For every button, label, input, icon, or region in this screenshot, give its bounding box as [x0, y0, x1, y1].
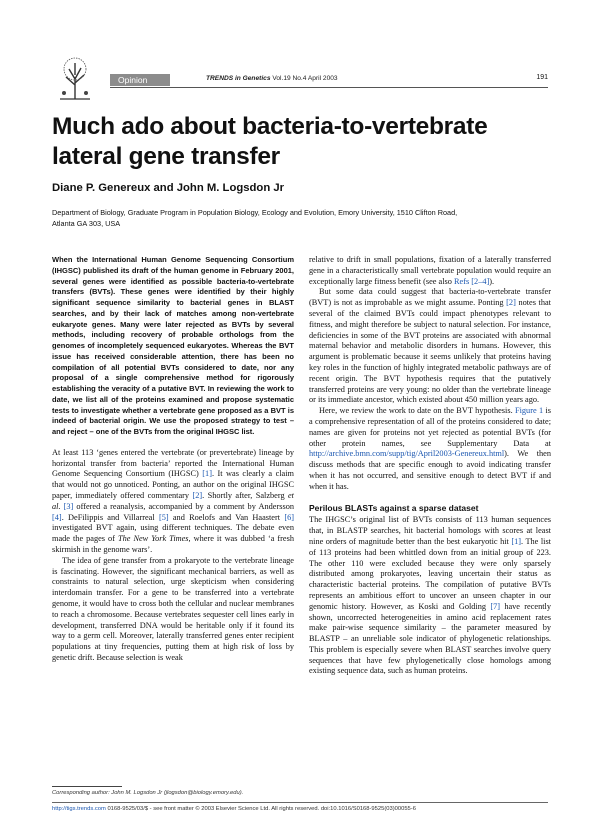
journal-issue: Vol.19 No.4 April 2003 — [272, 75, 338, 82]
affiliation-line-2: Atlanta GA 303, USA — [52, 219, 121, 228]
article-title — [52, 112, 552, 172]
footer-divider — [52, 802, 548, 803]
figure-1-link[interactable]: Figure 1 — [514, 406, 544, 416]
journal-info — [206, 75, 338, 82]
corresponding-author-note: Corresponding author: John M. Logsdon Jr (jlogsdon@biology.emory.edu). — [52, 790, 244, 796]
ref-link-2b[interactable]: [2] — [506, 298, 516, 308]
footer-line — [52, 806, 552, 812]
intro-paragraph-2: The idea of gene transfer from a prokaryote to the vertebrate lineage is fascinating. However, the significant mechanical barriers, as well as constraints to natural selection, urge skepticism when considering interdomain transfer. For a gene to be transferred into a vertebrate genome, it would have to cross both the cellular and nuclear membranes to reach a chromosome. Because vertebrates sequester cell lines early in development, transferred DNA would be heritable only if it found its way to a germ cell. Moreover, laterally transferred genes enter recipient populations at tiny frequencies, putting them at high risk of loss by genetic drift. Because selection is weak — [52, 555, 294, 662]
right-column — [309, 255, 551, 677]
left-column — [52, 255, 294, 664]
ref-link-7[interactable]: [7] — [490, 601, 501, 611]
ref-link-2[interactable]: [2] — [192, 490, 203, 500]
ref-link-1b[interactable]: [1] — [511, 536, 522, 546]
page-number: 191 — [536, 74, 548, 81]
ref-link-6[interactable]: [6] — [284, 512, 294, 522]
right-paragraph-1: relative to drift in small populations, fixation of a laterally transferred gene in a characteristically small vertebrate population would require an exceptionally large fitness benefit (see also Refs [2–4]). — [309, 255, 551, 286]
intro-paragraph-1: At least 113 ‘genes entered the vertebrate (or prevertebrate) lineage by horizontal transfer from bacteria’ reported the International Human Genome Sequencing Consortium (IHGSC) [1]. It was clearly a claim that would not go unnoticed. Ponting, an author on the original IHGSC paper, immediately offered commentary [2]. Shortly after, Salzberg et al. [3] offered a reanalysis, accompanied by a comment by Andersson [4]. DeFilippis and Villarreal [5] and Roelofs and Van Haastert [6] investigated BVT again, using different techniques. The debate even made the pages of The New York Times, where it was dubbed ‘a fresh skirmish in the genome wars’. — [52, 447, 295, 554]
elsevier-tree-logo — [52, 55, 98, 101]
abstract: When the International Human Genome Sequencing Consortium (IHGSC) published its draft of the human genome in February 2001, several genes were identified as possible bacteria-to-vertebrate transfers (BVTs). These genes were identified by their highly significant sequence similarity to bacterial genes in BLAST searches, and by their lack of matches among non-vertebrate eukaryote genes. Many were later rejected as BVTs by several methods, including recovery of probable orthologs from the genomes of incompletely sequenced eukaryotes. Whereas the BVT issue has received considerable attention, there has been no compilation of all potential BVTs considered to date, nor any proposal of a single comprehensive method for rigorously establishing the veracity of a putative BVT. In reviewing the work to date, we list all of the proteins examined and propose systematic tests to investigate whether a vertebrate gene proposed as a BVT is indeed of bacterial origin. We use the proposed strategy to test – and reject – one of the BVTs from the original IHGSC list. — [52, 255, 294, 436]
ref-link-4[interactable]: [4] — [52, 512, 62, 522]
section-label: Opinion — [110, 74, 170, 86]
journal-name: TRENDS in Genetics — [206, 75, 271, 82]
ref-link-5[interactable]: [5] — [158, 512, 169, 522]
journal-url-link[interactable]: http://tigs.trends.com — [52, 806, 106, 812]
title-line-2: lateral gene transfer — [52, 143, 280, 170]
copyright-doi: 0168-9525/03/$ - see front matter © 2003 Elsevier Science Ltd. All rights reserved. doi:10.1016/S0168-9525(03)00055-6 — [107, 806, 416, 812]
authors: Diane P. Genereux and John M. Logsdon Jr — [52, 182, 285, 194]
ref-link-3[interactable]: [3] — [63, 501, 74, 511]
right-paragraph-4: The IHGSC’s original list of BVTs consists of 113 human sequences that, in BLASTP searches, hit bacterial homologs with scores at least nine orders of magnitude better than the best eukaryotic hit [1]. The list of 113 proteins had been whittled down from an initial group of 223. The other 110 were excluded because they were only sparsely distributed among prokaryotes, leaving uncertain their status as characteristic bacterial proteins. The compilation of putative BVTs represents an ambitious effort to uncover an unseen chapter in our genomic history. However, as Koski and Golding [7] have recently shown, uncorrected heterogeneities in amino acid replacement rates make pair-wise sequence similarity – the parameter measured by BLASTP – an unreliable sole indicator of phylogenetic relationships. This problem is especially severe when BLAST searches involve query sequences that have few phylogenetically close homologs among existing sequence data, such as human proteins. — [309, 515, 551, 676]
section-heading: Perilous BLASTs against a sparse dataset — [309, 502, 479, 513]
supplementary-url-link[interactable]: http://archive.bmn.com/supp/tig/April2003-Genereux.html — [309, 449, 505, 459]
refs-link[interactable]: Refs [2–4] — [454, 276, 490, 286]
title-line-1: Much ado about bacteria-to-vertebrate — [52, 113, 488, 140]
ref-link-1[interactable]: [1] — [202, 469, 212, 479]
footnote-divider — [52, 786, 122, 787]
affiliation — [52, 207, 550, 229]
right-paragraph-3: Here, we review the work to date on the BVT hypothesis. Figure 1 is a comprehensive representation of all of the proteins considered to date; names are given for proteins not yet rejected as potential BVTs (for other protein names, see Supplementary Data at http://archive.bmn.com/supp/tig/April2003-Genereux.html). We then discuss methods that are specific enough to avoid indicating transfer when it has not occurred, and sensitive enough to detect BVT if and when it has. — [309, 406, 551, 491]
right-paragraph-2: But some data could suggest that bacteria-to-vertebrate transfer (BVT) is not as improbable as we might assume. Ponting [2] notes that several of the claimed BVTs could impact phenotypes relevant to fitness, and might therefore be subject to natural selection. For instance, deficiencies in some of the BVT proteins are associated with abnormal maternal behavior and metabolic disorders in humans. However, this argument is problematic because it seems unlikely that proteins having key roles in the function of highly integrated metabolic pathways are of recent origin. The BVT hypothesis requires that the putatively transferred proteins are very young: no older than the vertebrate lineage or its immediate ancestor, which existed about 450 million years ago. — [309, 287, 551, 405]
header-divider — [110, 87, 548, 88]
affiliation-line-1: Department of Biology, Graduate Program in Population Biology, Ecology and Evolution, Emory University, 1510 Clifton Road, — [52, 208, 458, 217]
